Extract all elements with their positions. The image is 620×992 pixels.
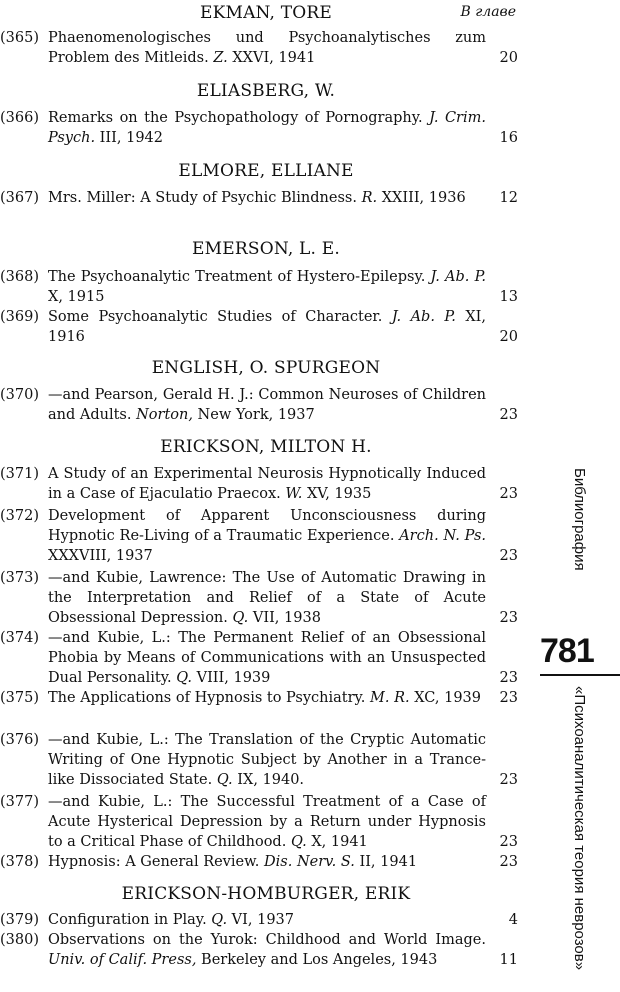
entry-text: —and Kubie, L.: The Successful Treatment of a Case of Acute Hysterical Depression by a Return under Hypnosis to a Critical Phase of Childhood. Q. X, 1941 (48, 794, 486, 850)
entry-number: (374) (0, 630, 39, 646)
entry-chapter: 23 (499, 834, 518, 850)
page-number-rule (540, 674, 620, 676)
entry-text: Some Psychoanalytic Studies of Character. J. Ab. P. XI, 1916 (48, 309, 486, 345)
entry-number: (373) (0, 570, 39, 586)
entry-number: (369) (0, 309, 39, 325)
entry-number: (368) (0, 269, 39, 285)
entry-number: (365) (0, 30, 39, 46)
entry-number: (380) (0, 932, 39, 948)
entry-number: (376) (0, 732, 39, 748)
entry-chapter: 23 (499, 854, 518, 870)
bib-entry (0, 730, 532, 790)
bib-entry (0, 910, 532, 930)
bib-entry (0, 688, 532, 708)
entry-number: (370) (0, 387, 39, 403)
author-heading: ENGLISH, O. SPURGEON (151, 358, 381, 378)
entry-chapter: 23 (499, 690, 518, 706)
bib-entry (0, 792, 532, 852)
entry-chapter: 11 (499, 952, 518, 968)
chapter-column-label: В главе (460, 4, 516, 20)
author-heading: EMERSON, L. E. (192, 239, 340, 259)
entry-number: (379) (0, 912, 39, 928)
entry-text: Remarks on the Psychopathology of Pornography. J. Crim. Psych. III, 1942 (48, 110, 486, 146)
bib-entry (0, 506, 532, 566)
author-heading: ERICKSON-HOMBURGER, ERIK (121, 884, 411, 904)
bib-entry (0, 307, 532, 347)
bib-entry (0, 568, 532, 628)
bib-entry (0, 628, 532, 688)
entry-chapter: 13 (499, 289, 518, 305)
entry-chapter: 12 (499, 190, 518, 206)
section-ekman (0, 0, 532, 24)
entry-text: A Study of an Experimental Neurosis Hypnotically Induced in a Case of Ejaculatio Praecox. W. XV, 1935 (48, 466, 486, 502)
bib-entry (0, 385, 532, 425)
entry-text: Development of Apparent Unconsciousness during Hypnotic Re-Living of a Traumatic Experience. Arch. N. Ps. XXXVIII, 1937 (48, 508, 486, 564)
bib-entry (0, 28, 532, 68)
entry-chapter: 16 (499, 130, 518, 146)
entry-chapter: 23 (499, 486, 518, 502)
bib-entry (0, 852, 532, 872)
entry-text: —and Kubie, L.: The Permanent Relief of an Obsessional Phobia by Means of Communications with an Unsuspected Dual Personality. Q. VIII, 1939 (48, 630, 486, 686)
bib-entry (0, 108, 532, 148)
author-heading: ELIASBERG, W. (196, 81, 336, 101)
author-heading: ELMORE, ELLIANE (178, 161, 354, 181)
bib-entry (0, 930, 532, 970)
bib-entry (0, 464, 532, 504)
entry-chapter: 20 (499, 50, 518, 66)
book-title-label: «Психоаналитическая теория неврозов» (571, 686, 588, 971)
entry-text: Hypnosis: A General Review. Dis. Nerv. S. II, 1941 (48, 854, 418, 870)
entry-number: (367) (0, 190, 39, 206)
entry-chapter: 4 (508, 912, 518, 928)
entry-text: —and Kubie, L.: The Translation of the Cryptic Automatic Writing of One Hypnotic Subject by Another in a Trance-like Dissociated State. Q. IX, 1940. (48, 732, 486, 788)
entry-number: (366) (0, 110, 39, 126)
entry-text: —and Pearson, Gerald H. J.: Common Neuroses of Children and Adults. Norton, New York, 1937 (48, 387, 486, 423)
entry-text: Mrs. Miller: A Study of Psychic Blindness. R. XXIII, 1936 (48, 190, 466, 206)
entry-number: (378) (0, 854, 39, 870)
entry-number: (371) (0, 466, 39, 482)
entry-text: Observations on the Yurok: Childhood and World Image. Univ. of Calif. Press, Berkeley and Los Angeles, 1943 (48, 932, 486, 968)
entry-chapter: 23 (499, 407, 518, 423)
entry-text: —and Kubie, Lawrence: The Use of Automatic Drawing in the Interpretation and Relief of a State of Acute Obsessional Depression. Q. VII, 1938 (48, 570, 486, 626)
entry-chapter: 23 (499, 772, 518, 788)
entry-chapter: 23 (499, 548, 518, 564)
entry-chapter: 23 (499, 670, 518, 686)
author-heading: EKMAN, TORE (199, 3, 333, 23)
entry-text: The Applications of Hypnosis to Psychiatry. M. R. XC, 1939 (48, 690, 481, 706)
entry-chapter: 23 (499, 610, 518, 626)
entry-number: (372) (0, 508, 39, 524)
side-margin (540, 0, 620, 992)
entry-number: (377) (0, 794, 39, 810)
entry-number: (375) (0, 690, 39, 706)
bib-entry (0, 267, 532, 307)
book-section-label: Библиография (571, 468, 588, 571)
entry-text: The Psychoanalytic Treatment of Hystero-Epilepsy. J. Ab. P. X, 1915 (48, 269, 486, 305)
author-heading: ERICKSON, MILTON H. (160, 437, 372, 457)
entry-text: Configuration in Play. Q. VI, 1937 (48, 912, 294, 928)
entry-text: Phaenomenologisches und Psychoanalytisches zum Problem des Mitleids. Z. XXVI, 1941 (48, 30, 486, 66)
page-number: 781 (540, 632, 594, 670)
entry-chapter: 20 (499, 329, 518, 345)
bib-entry (0, 188, 532, 208)
